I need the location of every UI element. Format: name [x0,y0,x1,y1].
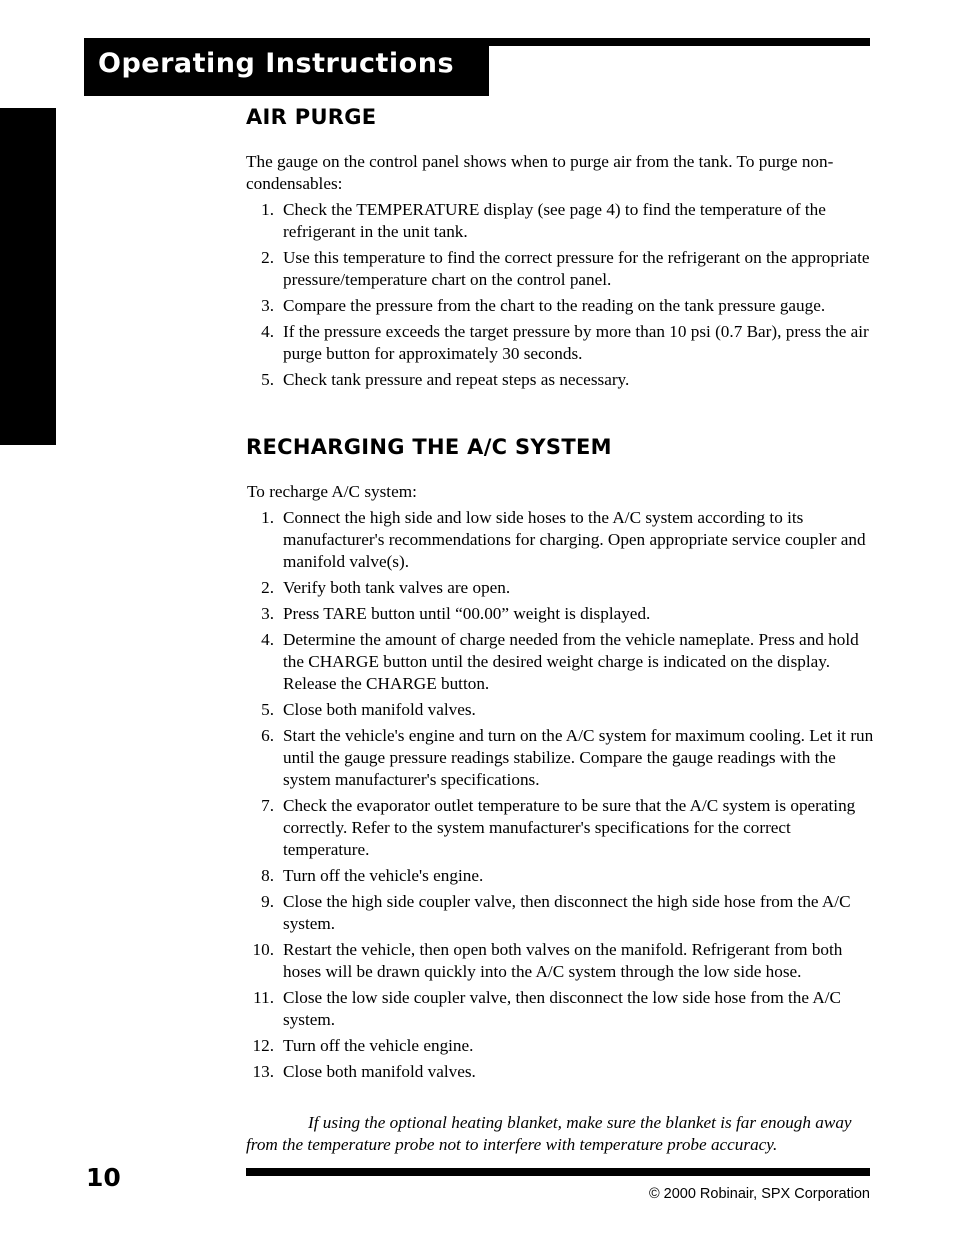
step-number: 3. [261,296,274,315]
step-number: 8. [261,866,274,885]
list-item [246,247,874,291]
step-text: Turn off the vehicle engine. [283,1036,474,1055]
step-number: 4. [261,630,274,649]
bottom-rule [246,1168,870,1176]
step-number: 6. [261,726,274,745]
air-purge-steps [246,199,874,395]
side-tab-marker [0,108,56,445]
step-number: 13. [252,1062,274,1081]
list-item [246,369,874,391]
step-text: Check the TEMPERATURE display (see page 4) to find the temperature of the refrigerant in the unit tank. [283,200,826,241]
list-item [246,939,874,983]
step-text: Determine the amount of charge needed from the vehicle nameplate. Press and hold the CHARGE button until the desired weight charge is indicated on the display. Release the CHARGE button. [283,630,859,693]
list-item [246,199,874,243]
air-purge-intro: The gauge on the control panel shows when to purge air from the tank. To purge non-condensables: [246,152,834,193]
list-item [246,795,874,861]
step-text: Verify both tank valves are open. [283,578,511,597]
list-item [246,699,874,721]
step-text: Press TARE button until “00.00” weight is displayed. [283,604,651,623]
step-text: Use this temperature to find the correct pressure for the refrigerant on the appropriate pressure/temperature chart on the control panel. [283,248,870,289]
list-item [246,577,874,599]
step-number: 12. [252,1036,274,1055]
step-text: Turn off the vehicle's engine. [283,866,484,885]
list-item [246,865,874,887]
step-number: 1. [261,200,274,219]
step-number: 7. [261,796,274,815]
step-text: If the pressure exceeds the target pressure by more than 10 psi (0.7 Bar), press the air purge button for approximately 30 seconds. [283,322,869,363]
step-text: Restart the vehicle, then open both valves on the manifold. Refrigerant from both hoses will be drawn quickly into the A/C system through the low side hose. [283,940,843,981]
air-purge-heading: AIR PURGE [246,105,377,129]
page-title: Operating Instructions [98,48,455,79]
list-item [246,725,874,791]
heating-blanket-note: If using the optional heating blanket, make sure the blanket is far enough away from the temperature probe not to interfere with temperature probe accuracy. [246,1113,852,1154]
list-item [246,629,874,695]
recharging-steps [246,507,874,1087]
list-item [246,295,874,317]
step-number: 2. [261,248,274,267]
list-item [246,1061,874,1083]
list-item [246,987,874,1031]
list-item [246,603,874,625]
step-text: Close both manifold valves. [283,700,476,719]
step-number: 9. [261,892,274,911]
step-text: Close the high side coupler valve, then disconnect the high side hose from the A/C system. [283,892,851,933]
step-number: 11. [253,988,274,1007]
page-number: 10 [86,1163,121,1192]
list-item [246,891,874,935]
step-number: 4. [261,322,274,341]
copyright-footer: © 2000 Robinair, SPX Corporation [648,1186,870,1202]
step-number: 2. [261,578,274,597]
step-text: Start the vehicle's engine and turn on the A/C system for maximum cooling. Let it run until the gauge pressure readings stabilize. Compare the gauge readings with the system manufacturer's specifications. [283,726,874,789]
step-text: Check tank pressure and repeat steps as necessary. [283,370,630,389]
header-banner [84,38,489,96]
step-text: Close both manifold valves. [283,1062,476,1081]
step-number: 5. [261,700,274,719]
step-text: Close the low side coupler valve, then disconnect the low side hose from the A/C system. [283,988,841,1029]
step-text: Check the evaporator outlet temperature to be sure that the A/C system is operating correctly. Refer to the system manufacturer's specifications for the correct temperature. [283,796,856,859]
step-number: 10. [252,940,274,959]
step-text: Compare the pressure from the chart to the reading on the tank pressure gauge. [283,296,826,315]
list-item [246,507,874,573]
step-text: Connect the high side and low side hoses to the A/C system according to its manufacturer's recommendations for charging. Open appropriate service coupler and manifold valve(s). [283,508,866,571]
recharging-intro: To recharge A/C system: [247,482,417,501]
step-number: 3. [261,604,274,623]
recharging-heading: RECHARGING THE A/C SYSTEM [246,435,612,459]
list-item [246,1035,874,1057]
step-number: 5. [261,370,274,389]
list-item [246,321,874,365]
step-number: 1. [261,508,274,527]
